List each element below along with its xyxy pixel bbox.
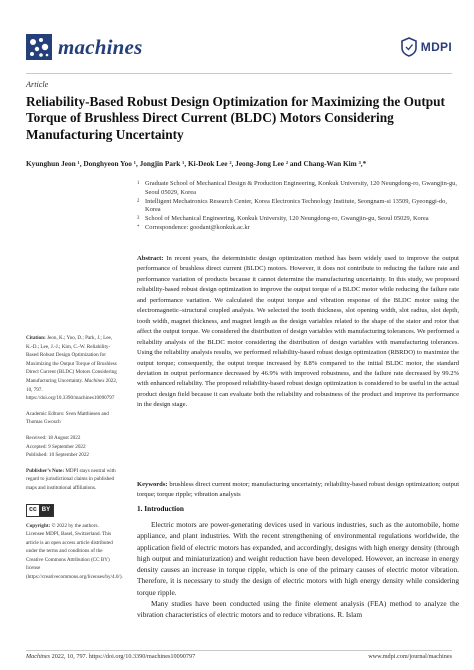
paper-title: Reliability-Based Robust Design Optimization for Maximizing the Output Torque of Brushless Direct Current (BLDC) Motors Considering Manufacturing Uncertainty <box>26 94 445 142</box>
intro-paragraph: Many studies have been conducted using the finite element analysis (FEA) method to analyze the vibration characteristics of electric motors and to reduce vibrations. R. Islam <box>137 599 459 620</box>
footer-journal: Machines <box>26 653 51 660</box>
affiliation-item <box>137 198 457 215</box>
author-list: Kyunghun Jeon ¹, Donghyeon Yoo ¹, Jongjin Park ¹, Ki-Deok Lee ², Jeong-Jong Lee ² and Chang-Wan Kim ³,* <box>26 159 367 168</box>
section-heading-introduction: 1. Introduction <box>137 504 184 513</box>
by-icon: BY <box>39 505 53 516</box>
affiliation-number: 2 <box>137 198 140 204</box>
affiliation-number: 3 <box>137 216 140 221</box>
citation-doi-link[interactable]: 2022, 10, 797. https://doi.org/10.3390/machines10090797 <box>26 377 118 402</box>
publisher-logo[interactable] <box>400 37 452 57</box>
keywords <box>137 480 459 501</box>
citation-block <box>26 334 118 403</box>
publisher-note-label: Publisher’s Note: <box>26 467 65 474</box>
footer-doi-link[interactable]: 2022, 10, 797. https://doi.org/10.3390/machines10090797 <box>51 653 196 660</box>
affiliations <box>137 180 457 233</box>
affiliation-text: School of Mechanical Engineering, Konkuk University, 120 Neungdong-ro, Gwangjin-gu, Seoul 05029, Korea <box>145 215 429 222</box>
journal-name: machines <box>58 34 143 59</box>
citation-text: Jeon, K.; Yoo, D.; Park, J.; Lee, K.-D.; Lee, J.-J.; Kim, C.-W. Reliability-Based Robust Design Optimization for Maximizing the Output Torque of Brushless Direct Current (BLDC) Motors Considering Manufacturing Uncertainty. <box>26 335 117 384</box>
editors-text: Sven Matthiesen and Thomas Gwosch <box>26 410 109 426</box>
affiliation-number: * <box>137 225 140 230</box>
affiliation-text: Graduate School of Mechanical Design & Production Engineering, Konkuk University, 120 Neungdong-ro, Gwangjin-gu, Seoul 05029, Korea <box>145 180 457 196</box>
abstract <box>137 254 459 411</box>
affiliation-item <box>137 215 457 224</box>
affiliation-text: Intelligent Mechatronics Research Center, Korea Electronics Technology Institute, Seongnam-si 13509, Gyeonggi-do, Korea <box>145 197 447 213</box>
journal-logo[interactable] <box>26 34 142 60</box>
affiliation-item <box>137 180 457 197</box>
received-date: Received: 18 August 2022 <box>26 434 81 441</box>
cc-icon: cc <box>27 505 39 516</box>
introduction-body <box>137 519 459 621</box>
affiliation-item <box>137 224 457 233</box>
copyright-block <box>26 522 123 582</box>
academic-editors <box>26 410 118 427</box>
cc-by-license-badge[interactable] <box>26 504 54 517</box>
editors-label: Academic Editors: <box>26 410 65 417</box>
dates-block <box>26 434 118 460</box>
article-info-column <box>26 334 123 589</box>
publisher-note <box>26 467 118 493</box>
publisher-name: MDPI <box>420 40 452 54</box>
article-type: Article <box>26 80 49 89</box>
affiliation-number: 1 <box>137 181 140 186</box>
abstract-text: In recent years, the deterministic design optimization method has been widely used to improve the output performance of brushless direct current (BLDC) motors. However, it does not contribute to reducing the failure rate and performance variation of products because it cannot determine the manufacturing uncertainty. In this study, we proposed reliability-based robust design optimization to improve the output torque of a BLDC motor while reducing the failure rate and performance variation. We calculated the output torque and vibration response of the BLDC motor using the electromagnetic–structural coupled analysis. We selected the tooth thickness, slot opening width, slot radius, slot depth, tooth width, magnet thickness, and magnet length as the design variables related to the shape of the stator and rotor that affect the output torque. We considered the distribution of design variables with manufacturing tolerances. We performed a reliability analysis of the BLDC motor considering the distribution of design variables with manufacturing tolerances. Using the reliability analysis results, we performed reliability-based robust design optimization (RBRDO) to maximize the output torque; consequently, the output torque increased by 8.8% compared to the initial BLDC motor, the standard deviation in output performance decreased by 46.9% with improved robustness, and the failure rate decreased by 99.2% with enhanced reliability. The proposed reliability-based robust design optimization is considered to be useful in the actual product design field because it can evaluate both the reliability and robustness of the product and improve its performance in the design stage. <box>137 255 459 409</box>
accepted-date: Accepted: 9 September 2022 <box>26 443 86 450</box>
abstract-label: Abstract: <box>137 255 164 262</box>
intro-paragraph: Electric motors are power-generating devices used in various industries, such as the automobile, home appliance, and plant industries. With the recent strengthening of environmental regulations worldwide, the application field of electric motors has expanded, and accordingly, designs with high energy density (through high output and miniaturization) and weight reduction have been developed. However, an increase in energy density causes an increase in torque ripple, which is one of the primary causes of electric motor vibration. Therefore, it is necessary to study the design of electric motors with high energy density while considering torque ripple. <box>137 520 459 597</box>
keywords-label: Keywords: <box>137 481 168 488</box>
correspondence-email[interactable]: Correspondence: goodant@konkuk.ac.kr <box>145 224 250 231</box>
published-date: Published: 10 September 2022 <box>26 452 89 459</box>
machines-logo-icon <box>26 34 52 60</box>
header-divider <box>26 73 452 74</box>
footer-citation <box>26 653 195 660</box>
keywords-text: brushless direct current motor; manufacturing uncertainty; reliability-based robust design optimization; output torque; torque ripple; vibration analysis <box>137 481 460 499</box>
copyright-label: Copyright: <box>26 522 51 529</box>
citation-journal: Machines <box>84 377 105 384</box>
footer-divider <box>26 650 452 651</box>
mdpi-shield-icon <box>400 37 418 57</box>
publisher-note-text: MDPI stays neutral with regard to jurisdictional claims in published maps and institutional affiliations. <box>26 467 116 491</box>
footer-journal-url[interactable]: www.mdpi.com/journal/machines <box>368 653 452 660</box>
citation-label: Citation: <box>26 335 46 341</box>
copyright-text: © 2022 by the authors. Licensee MDPI, Basel, Switzerland. This article is an open access article distributed under the terms and conditions of the Creative Commons Attribution (CC BY) license (https://creativecommons.org/licenses/by/4.0/). <box>26 522 123 581</box>
